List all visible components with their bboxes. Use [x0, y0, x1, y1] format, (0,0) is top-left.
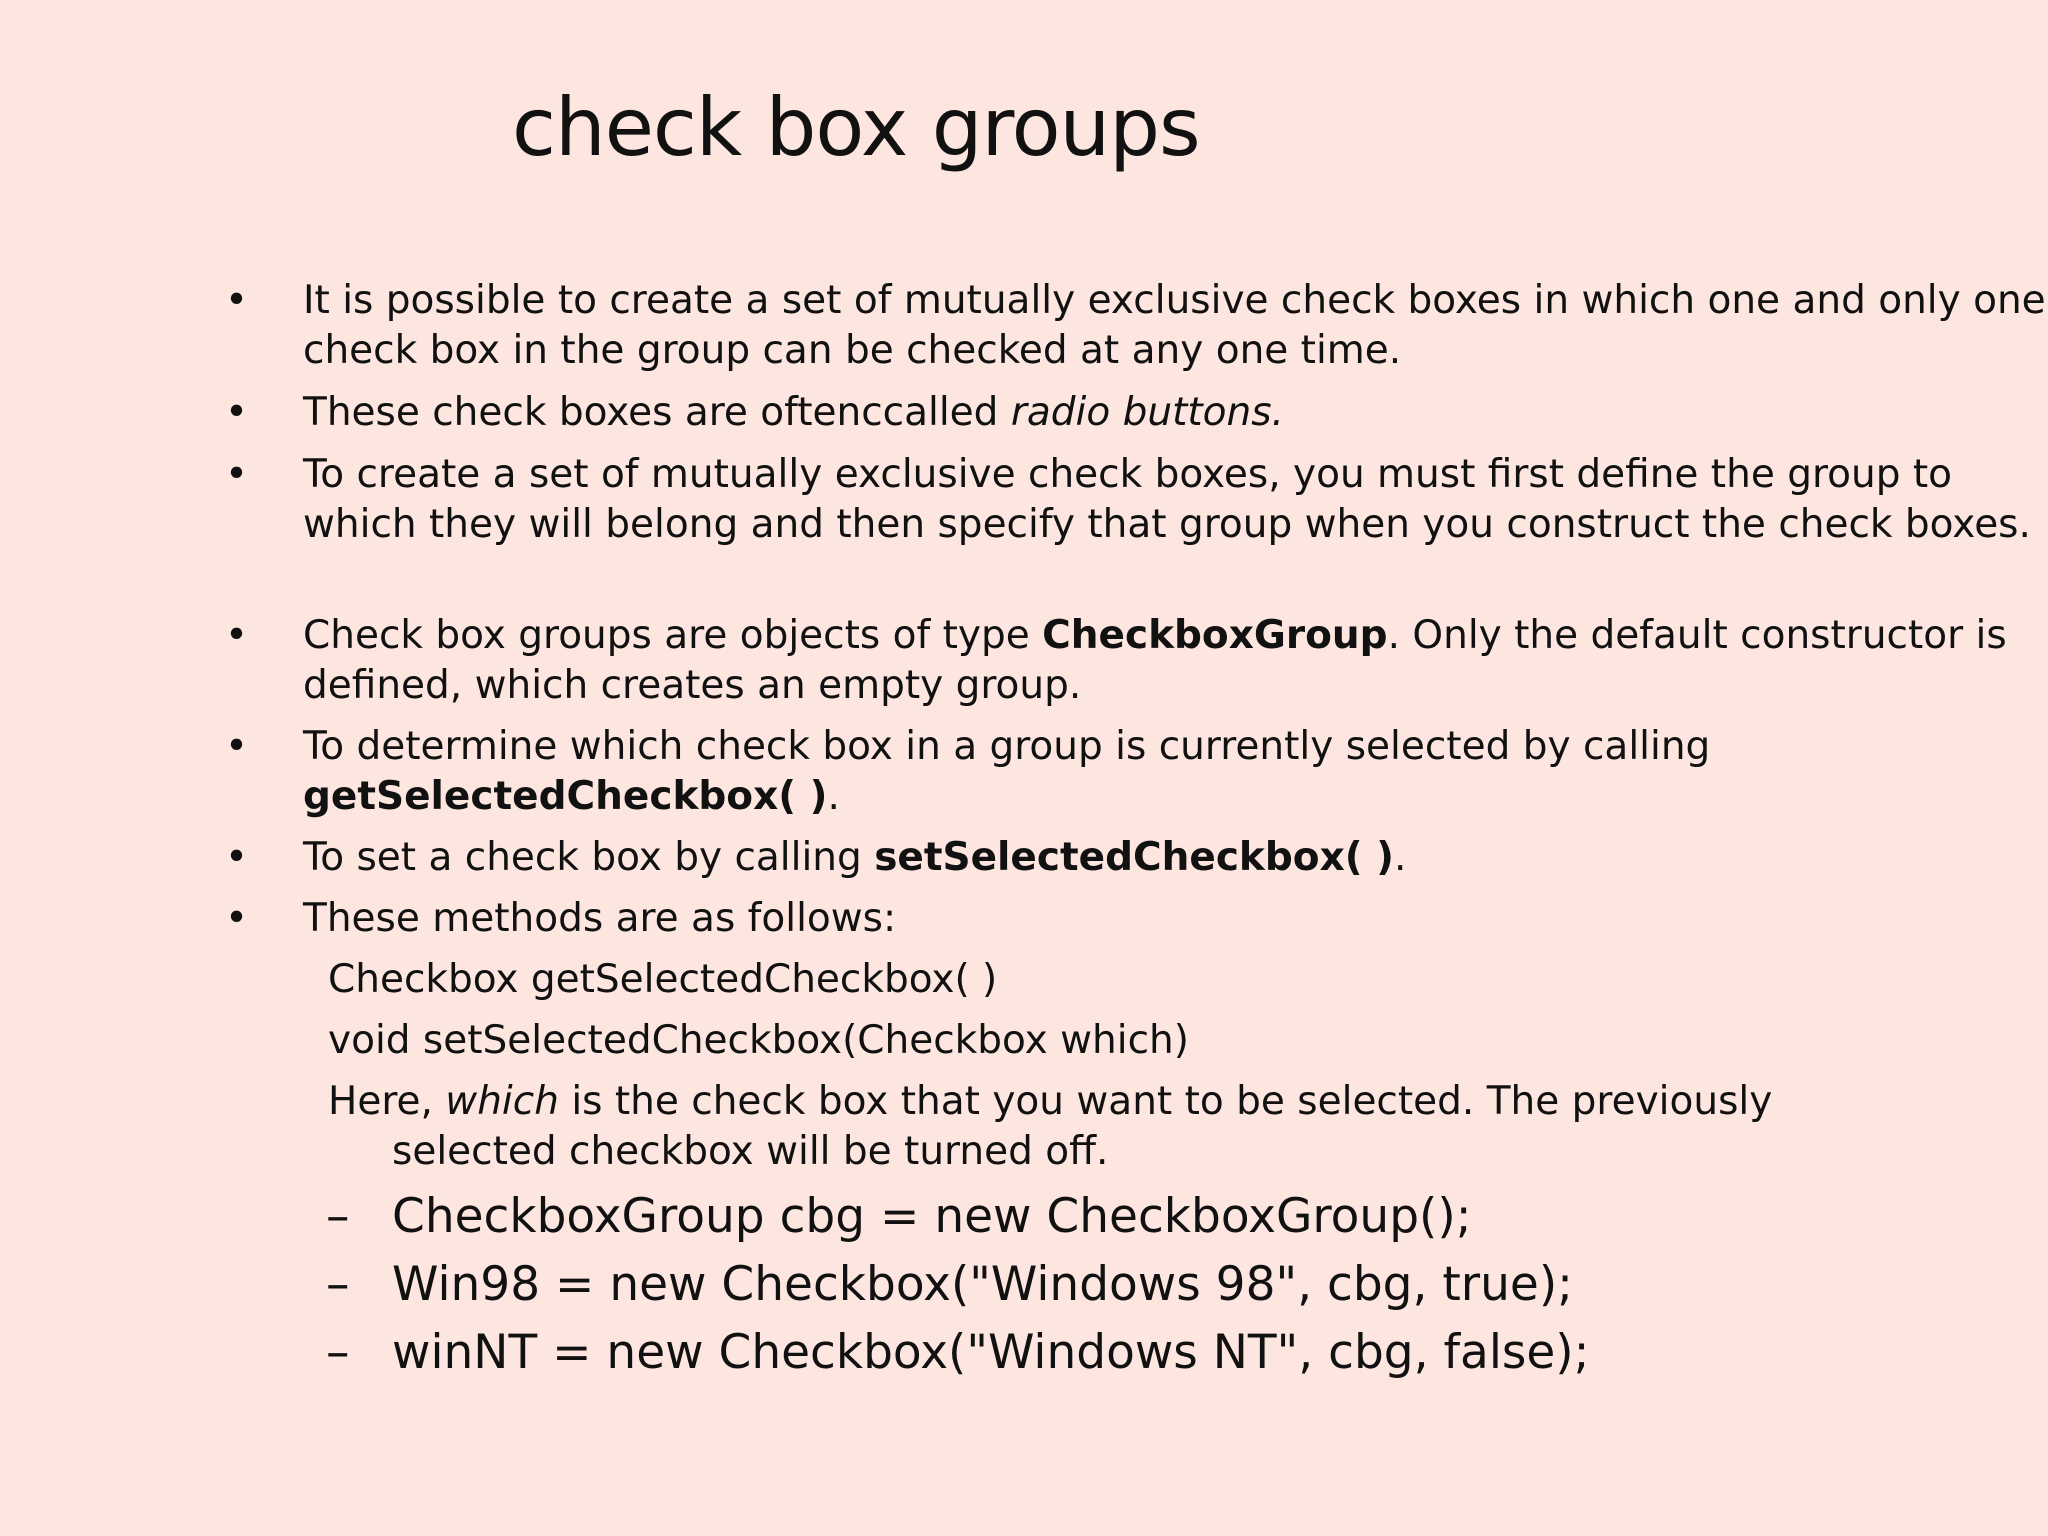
method-note: Here, which is the check box that you want to be selected. The previously selected checkbox will be turned off. [328, 1077, 1888, 1177]
code-text: winNT = new Checkbox("Windows NT", cbg, false); [392, 1325, 1590, 1380]
method-signature: Checkbox getSelectedCheckbox( ) [328, 957, 998, 1002]
bold-term: setSelectedCheckbox( ) [874, 835, 1394, 880]
bold-term: getSelectedCheckbox( ) [303, 774, 828, 819]
method-signature: void setSelectedCheckbox(Checkbox which) [328, 1018, 1189, 1063]
dash-icon: – [326, 1189, 350, 1244]
slide-title: check box groups [512, 81, 1200, 174]
dash-icon: – [326, 1257, 350, 1312]
bullet-icon: • [225, 390, 249, 435]
code-text: Win98 = new Checkbox("Windows 98", cbg, true); [392, 1257, 1573, 1312]
emphasis-text: radio buttons. [1010, 390, 1284, 435]
bullet-text: It is possible to create a set of mutually exclusive check boxes in which one and only one check box in the group can be checked at any one time. [303, 278, 2046, 373]
bullet-text: These check boxes are oftenccalled radio buttons. [303, 390, 1284, 435]
bullet-icon: • [225, 613, 249, 658]
method-note-continuation: selected checkbox will be turned off. [392, 1129, 1109, 1174]
bullet-icon: • [225, 452, 249, 497]
code-text: CheckboxGroup cbg = new CheckboxGroup(); [392, 1189, 1472, 1244]
dash-icon: – [326, 1325, 350, 1380]
bullet-icon: • [225, 896, 249, 941]
bullet-text: To set a check box by calling setSelectedCheckbox( ). [303, 835, 1407, 880]
bullet-text: To create a set of mutually exclusive check boxes, you must first define the group to which they will belong and then specify that group when you construct the check boxes. [303, 452, 2031, 547]
emphasis-text: which [445, 1079, 559, 1124]
bullet-text: These methods are as follows: [303, 896, 897, 941]
bullet-icon: • [225, 724, 249, 769]
bullet-text: To determine which check box in a group is currently selected by calling getSelectedCheckbox( ). [303, 724, 1711, 819]
bullet-text: Check box groups are objects of type CheckboxGroup. Only the default constructor is defined, which creates an empty group. [303, 613, 2007, 708]
bullet-icon: • [225, 278, 249, 323]
bullet-icon: • [225, 835, 249, 880]
bold-term: CheckboxGroup [1042, 613, 1388, 658]
